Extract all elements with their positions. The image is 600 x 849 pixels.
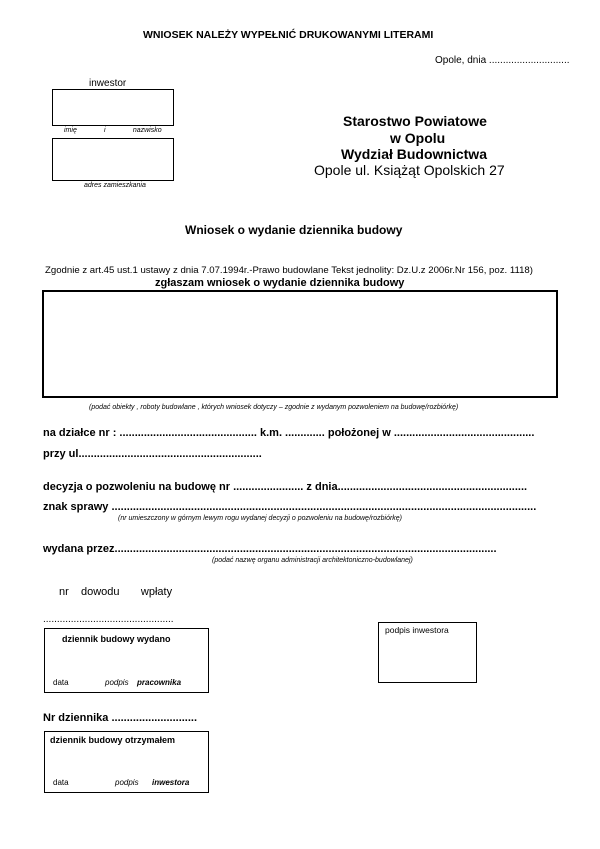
investor-signature-label: podpis inwestora [385,625,449,635]
journal-number-field[interactable]: Nr dziennika ............................ [43,712,198,724]
journal-issued-date-label: data [53,678,69,687]
journal-issued-sig-who: pracownika [137,678,182,687]
journal-received-title: dziennik budowy otrzymałem [50,735,176,745]
investor-title: inwestor [89,78,127,89]
office-city: w Opolu [390,130,446,146]
form-title: Wniosek o wydanie dziennika budowy [185,223,403,237]
journal-issued-title: dziennik budowy wydano [62,634,171,644]
issued-by-hint: (podać nazwę organu administracji architektoniczno-budowlanej) [212,557,413,564]
form-instruction: WNIOSEK NALEŻY WYPEŁNIĆ DRUKOWANYMI LITERAMI [143,29,434,41]
case-number-field[interactable]: znak sprawy ........................................................................................................................................... [43,501,537,513]
journal-received-box [44,731,209,793]
street-field[interactable]: przy ul............................................................ [43,448,262,460]
case-number-hint: (nr umieszczony w górnym lewym rogu wydanej decyzji o pozwoleniu na budowę/rozbiórkę) [118,515,403,522]
payment-field[interactable]: ............................................... [43,614,174,625]
office-address: Opole ul. Książąt Opolskich 27 [314,162,505,178]
issued-by-field[interactable]: wydana przez............................................................................................................................. [43,543,497,555]
investor-address-box[interactable] [52,138,174,181]
investor-signature-box[interactable] [378,622,477,683]
journal-issued-sig-label: podpis [105,678,129,687]
investor-address-label: adres zamieszkania [84,182,146,189]
office-department: Wydział Budownictwa [341,146,487,162]
object-description-box[interactable] [42,290,558,398]
legal-basis: Zgodnie z art.45 ust.1 ustawy z dnia 7.07.1994r.-Prawo budowlane Tekst jednolity: Dz.U.z 2006r.Nr 156, poz. 1118) [45,265,533,276]
plot-field[interactable]: na działce nr : ............................................. k.m. ............. położonej w .............................................. [43,427,535,439]
place-date-line[interactable]: Opole, dnia ............................. [435,55,570,66]
office-name: Starostwo Powiatowe [343,113,487,129]
object-hint: (podać obiekty , roboty budowlane , których wniosek dotyczy – zgodnie z wydanym pozwoleniem na budowę/rozbiórkę) [89,404,459,411]
journal-issued-box [44,628,209,693]
decision-field[interactable]: decyzja o pozwoleniu na budowę nr ....................... z dnia.............................................................. [43,481,528,493]
investor-name-box[interactable] [52,89,174,126]
investor-name-label: imię i nazwisko [64,127,162,134]
journal-received-sig-who: inwestora [152,778,190,787]
journal-received-sig-label: podpis [115,778,139,787]
declaration: zgłaszam wniosek o wydanie dziennika budowy [155,277,405,289]
journal-received-date-label: data [53,778,69,787]
payment-label: nr dowodu wpłaty [59,586,173,598]
